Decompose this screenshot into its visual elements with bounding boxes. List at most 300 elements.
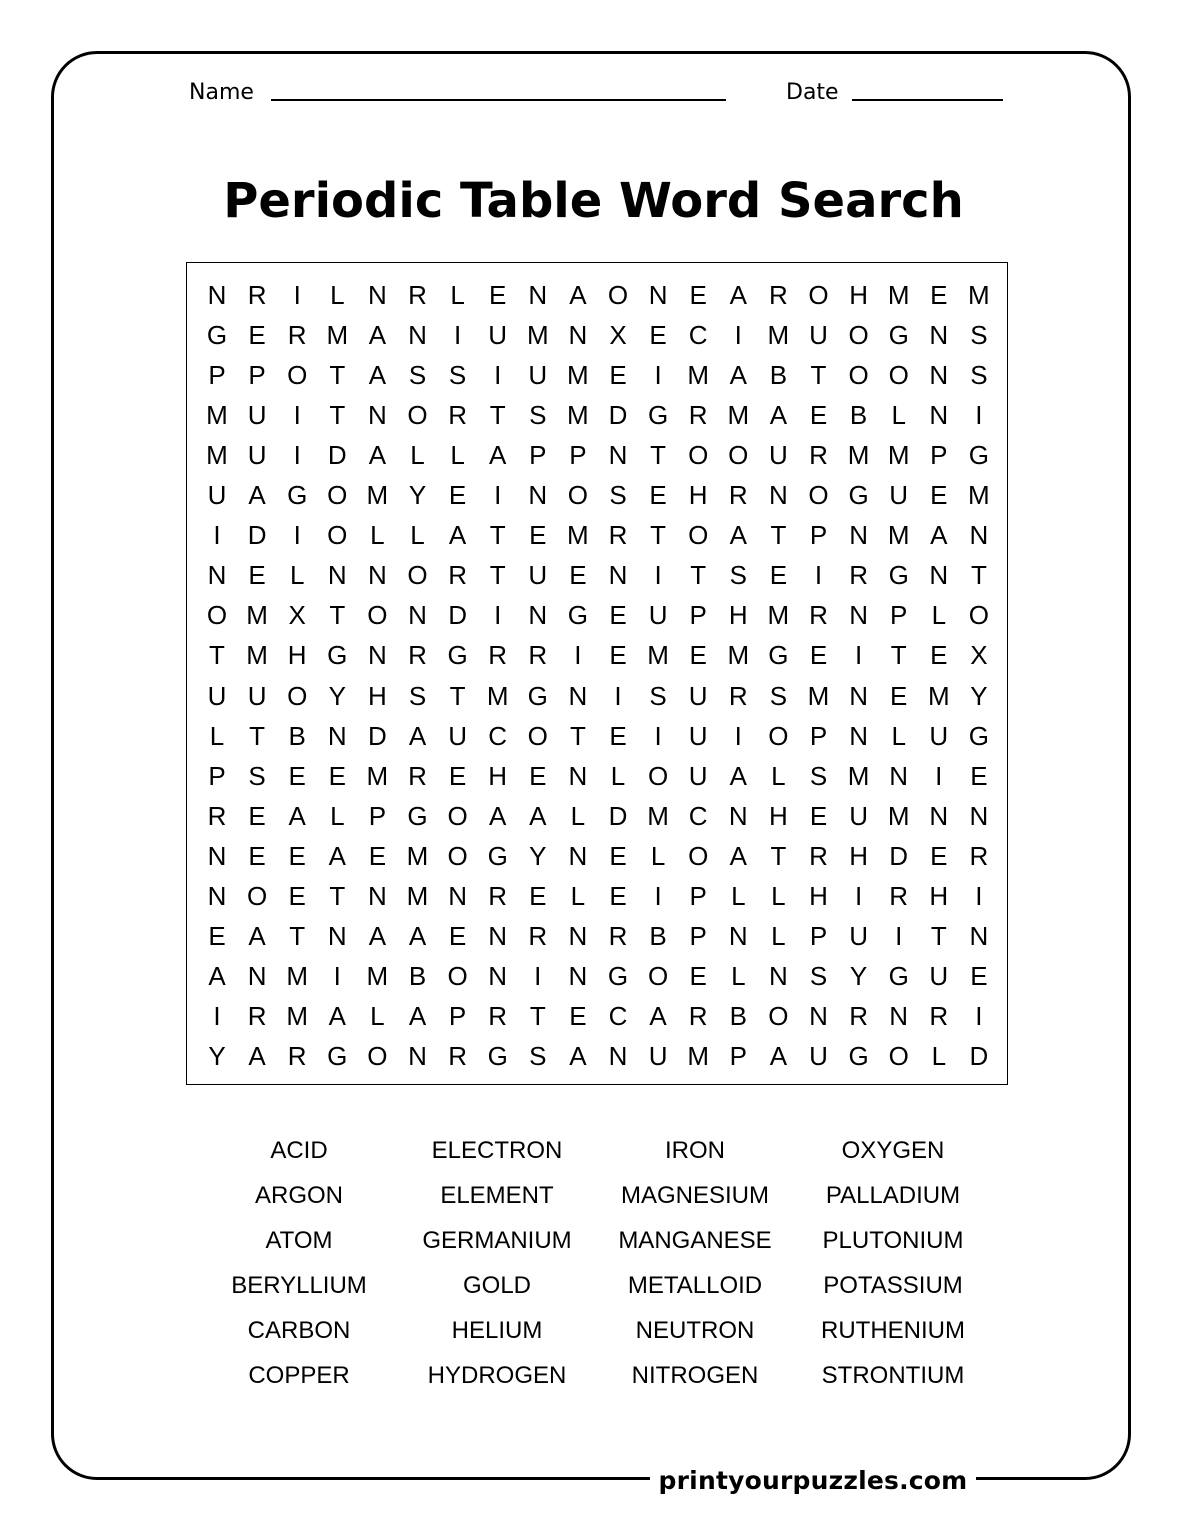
- grid-letter[interactable]: U: [528, 560, 548, 591]
- grid-letter[interactable]: A: [729, 520, 747, 551]
- grid-letter[interactable]: A: [368, 920, 387, 951]
- grid-letter[interactable]: Y: [970, 680, 988, 711]
- grid-letter[interactable]: R: [809, 600, 828, 631]
- grid-letter[interactable]: P: [809, 720, 828, 751]
- grid-letter[interactable]: I: [975, 400, 983, 431]
- grid-letter[interactable]: A: [368, 440, 387, 471]
- grid-letter[interactable]: T: [329, 360, 346, 391]
- grid-letter[interactable]: O: [607, 280, 629, 310]
- grid-letter[interactable]: R: [528, 920, 548, 951]
- grid-letter[interactable]: X: [288, 600, 306, 631]
- grid-letter[interactable]: U: [849, 800, 868, 831]
- name-field-line[interactable]: [271, 99, 726, 101]
- grid-letter[interactable]: T: [770, 840, 787, 871]
- grid-letter[interactable]: M: [968, 280, 990, 310]
- grid-letter[interactable]: R: [969, 840, 989, 871]
- grid-letter[interactable]: L: [450, 440, 465, 471]
- grid-letter[interactable]: X: [970, 640, 988, 671]
- grid-letter[interactable]: O: [407, 400, 428, 431]
- grid-letter[interactable]: E: [248, 320, 266, 351]
- grid-letter[interactable]: E: [529, 880, 547, 911]
- grid-letter[interactable]: S: [769, 680, 788, 711]
- grid-letter[interactable]: L: [650, 840, 666, 871]
- grid-letter[interactable]: C: [688, 800, 708, 831]
- grid-letter[interactable]: H: [929, 880, 949, 911]
- grid-letter[interactable]: A: [489, 440, 507, 471]
- grid-letter[interactable]: U: [769, 440, 788, 471]
- grid-letter[interactable]: N: [368, 560, 387, 591]
- grid-letter[interactable]: N: [809, 1000, 828, 1031]
- grid-letter[interactable]: L: [771, 920, 786, 951]
- grid-letter[interactable]: N: [568, 920, 588, 951]
- grid-letter[interactable]: M: [366, 960, 389, 991]
- grid-letter[interactable]: I: [654, 880, 662, 911]
- grid-letter[interactable]: E: [930, 480, 948, 511]
- grid-letter[interactable]: N: [969, 920, 989, 951]
- grid-letter[interactable]: N: [929, 560, 949, 591]
- grid-letter[interactable]: T: [329, 880, 346, 911]
- grid-letter[interactable]: N: [608, 440, 628, 471]
- grid-letter[interactable]: E: [448, 760, 467, 791]
- grid-letter[interactable]: O: [447, 960, 468, 991]
- date-field-line[interactable]: [852, 99, 1003, 101]
- grid-letter[interactable]: O: [287, 680, 308, 711]
- grid-letter[interactable]: G: [327, 1040, 348, 1071]
- grid-letter[interactable]: P: [890, 600, 908, 631]
- grid-letter[interactable]: M: [567, 400, 589, 431]
- grid-letter[interactable]: I: [293, 400, 301, 431]
- grid-letter[interactable]: M: [567, 360, 589, 391]
- grid-letter[interactable]: E: [609, 640, 627, 671]
- grid-letter[interactable]: G: [848, 1040, 869, 1071]
- grid-letter[interactable]: A: [569, 1040, 587, 1071]
- grid-letter[interactable]: M: [847, 440, 870, 471]
- grid-letter[interactable]: M: [887, 440, 910, 471]
- grid-letter[interactable]: I: [935, 760, 943, 791]
- grid-letter[interactable]: I: [453, 320, 462, 351]
- grid-letter[interactable]: I: [574, 640, 582, 671]
- grid-letter[interactable]: L: [209, 720, 225, 751]
- grid-letter[interactable]: N: [969, 520, 989, 551]
- grid-letter[interactable]: H: [769, 800, 788, 831]
- grid-letter[interactable]: U: [648, 1040, 668, 1071]
- grid-letter[interactable]: M: [767, 600, 790, 631]
- grid-letter[interactable]: M: [968, 480, 990, 511]
- grid-letter[interactable]: L: [450, 280, 465, 310]
- grid-letter[interactable]: A: [729, 840, 747, 871]
- grid-letter[interactable]: O: [367, 1040, 388, 1071]
- grid-letter[interactable]: L: [410, 520, 425, 551]
- grid-letter[interactable]: I: [494, 480, 502, 511]
- grid-letter[interactable]: P: [569, 440, 587, 471]
- grid-letter[interactable]: G: [567, 600, 588, 631]
- grid-letter[interactable]: R: [849, 1000, 868, 1031]
- grid-letter[interactable]: L: [731, 880, 746, 911]
- grid-letter[interactable]: N: [849, 680, 868, 711]
- grid-letter[interactable]: N: [608, 560, 628, 591]
- grid-letter[interactable]: M: [927, 680, 950, 711]
- grid-letter[interactable]: N: [889, 760, 909, 791]
- grid-letter[interactable]: T: [209, 640, 225, 671]
- grid-letter[interactable]: I: [814, 560, 823, 591]
- grid-letter[interactable]: I: [975, 880, 983, 911]
- grid-letter[interactable]: R: [688, 400, 708, 431]
- grid-letter[interactable]: E: [248, 840, 266, 871]
- grid-letter[interactable]: R: [448, 560, 467, 591]
- grid-letter[interactable]: S: [729, 560, 747, 591]
- grid-letter[interactable]: O: [287, 360, 308, 391]
- grid-letter[interactable]: T: [329, 600, 346, 631]
- grid-letter[interactable]: P: [930, 440, 948, 471]
- grid-letter[interactable]: N: [368, 400, 387, 431]
- grid-letter[interactable]: E: [288, 840, 306, 871]
- grid-letter[interactable]: R: [287, 1040, 307, 1071]
- grid-letter[interactable]: M: [286, 1000, 309, 1031]
- grid-letter[interactable]: B: [849, 400, 868, 431]
- grid-letter[interactable]: U: [688, 760, 708, 791]
- grid-letter[interactable]: A: [930, 520, 948, 551]
- grid-letter[interactable]: H: [728, 600, 748, 631]
- grid-letter[interactable]: M: [767, 320, 790, 351]
- grid-letter[interactable]: M: [727, 640, 750, 671]
- grid-letter[interactable]: E: [689, 280, 707, 310]
- grid-letter[interactable]: N: [568, 680, 588, 711]
- grid-letter[interactable]: D: [969, 1040, 989, 1071]
- grid-letter[interactable]: M: [847, 760, 870, 791]
- grid-letter[interactable]: N: [408, 1040, 427, 1071]
- grid-letter[interactable]: G: [968, 440, 989, 471]
- grid-letter[interactable]: O: [447, 840, 468, 871]
- grid-letter[interactable]: N: [207, 280, 227, 310]
- grid-letter[interactable]: P: [729, 1040, 747, 1071]
- grid-letter[interactable]: L: [570, 880, 586, 911]
- grid-letter[interactable]: I: [975, 1000, 983, 1031]
- grid-letter[interactable]: T: [970, 560, 987, 591]
- grid-letter[interactable]: L: [931, 1040, 947, 1071]
- grid-letter[interactable]: P: [248, 360, 266, 391]
- grid-letter[interactable]: D: [247, 520, 267, 551]
- grid-letter[interactable]: S: [970, 360, 988, 391]
- grid-letter[interactable]: N: [608, 1040, 628, 1071]
- grid-letter[interactable]: C: [608, 1000, 628, 1031]
- grid-letter[interactable]: M: [807, 680, 830, 711]
- grid-letter[interactable]: U: [247, 680, 267, 711]
- grid-letter[interactable]: M: [246, 600, 268, 631]
- grid-letter[interactable]: O: [728, 440, 749, 471]
- grid-letter[interactable]: E: [890, 680, 908, 711]
- grid-letter[interactable]: M: [887, 520, 910, 551]
- grid-letter[interactable]: A: [729, 360, 747, 391]
- grid-letter[interactable]: D: [368, 720, 387, 751]
- grid-letter[interactable]: T: [810, 360, 827, 391]
- grid-letter[interactable]: R: [769, 280, 788, 310]
- grid-letter[interactable]: E: [769, 560, 788, 591]
- grid-letter[interactable]: M: [887, 800, 910, 831]
- grid-letter[interactable]: P: [368, 800, 387, 831]
- grid-letter[interactable]: S: [448, 360, 467, 391]
- grid-letter[interactable]: E: [649, 480, 667, 511]
- grid-letter[interactable]: P: [689, 880, 707, 911]
- grid-letter[interactable]: U: [929, 720, 949, 751]
- grid-letter[interactable]: A: [248, 480, 266, 511]
- grid-letter[interactable]: N: [368, 640, 387, 671]
- grid-letter[interactable]: E: [930, 640, 948, 671]
- grid-letter[interactable]: L: [610, 760, 626, 791]
- grid-letter[interactable]: B: [288, 720, 306, 751]
- grid-letter[interactable]: T: [890, 640, 907, 671]
- grid-letter[interactable]: E: [809, 400, 828, 431]
- grid-letter[interactable]: H: [488, 760, 508, 791]
- grid-letter[interactable]: N: [889, 1000, 909, 1031]
- grid-letter[interactable]: L: [891, 720, 906, 751]
- grid-letter[interactable]: L: [330, 800, 345, 831]
- grid-letter[interactable]: S: [809, 760, 828, 791]
- grid-letter[interactable]: E: [288, 760, 306, 791]
- grid-letter[interactable]: R: [608, 920, 628, 951]
- grid-letter[interactable]: I: [734, 720, 742, 751]
- grid-letter[interactable]: O: [768, 1000, 789, 1031]
- grid-letter[interactable]: P: [809, 520, 828, 551]
- grid-letter[interactable]: D: [448, 600, 467, 631]
- grid-letter[interactable]: A: [769, 400, 788, 431]
- grid-letter[interactable]: R: [488, 880, 508, 911]
- grid-letter[interactable]: M: [647, 640, 669, 671]
- grid-letter[interactable]: O: [327, 480, 348, 511]
- grid-letter[interactable]: P: [529, 440, 547, 471]
- grid-letter[interactable]: R: [207, 800, 227, 831]
- grid-letter[interactable]: A: [408, 920, 427, 951]
- grid-letter[interactable]: D: [608, 800, 628, 831]
- grid-letter[interactable]: C: [488, 720, 508, 751]
- grid-letter[interactable]: L: [330, 280, 345, 310]
- grid-letter[interactable]: G: [206, 320, 228, 351]
- grid-letter[interactable]: O: [407, 560, 428, 591]
- grid-letter[interactable]: U: [809, 320, 828, 351]
- grid-letter[interactable]: L: [570, 800, 586, 831]
- grid-letter[interactable]: A: [408, 720, 427, 751]
- grid-letter[interactable]: E: [609, 880, 627, 911]
- grid-letter[interactable]: O: [647, 960, 669, 991]
- grid-letter[interactable]: M: [326, 320, 349, 351]
- grid-letter[interactable]: R: [408, 760, 427, 791]
- grid-letter[interactable]: O: [367, 600, 388, 631]
- grid-letter[interactable]: I: [534, 960, 542, 991]
- grid-letter[interactable]: H: [809, 880, 828, 911]
- grid-letter[interactable]: R: [849, 560, 868, 591]
- grid-letter[interactable]: E: [930, 840, 948, 871]
- grid-letter[interactable]: X: [609, 320, 627, 351]
- grid-letter[interactable]: R: [247, 280, 267, 310]
- grid-letter[interactable]: G: [287, 480, 308, 511]
- grid-letter[interactable]: G: [407, 800, 428, 831]
- grid-letter[interactable]: E: [609, 840, 627, 871]
- grid-letter[interactable]: N: [849, 720, 868, 751]
- grid-letter[interactable]: P: [448, 1000, 467, 1031]
- grid-letter[interactable]: T: [529, 1000, 546, 1031]
- grid-letter[interactable]: A: [729, 760, 747, 791]
- grid-letter[interactable]: O: [447, 800, 468, 831]
- grid-letter[interactable]: E: [809, 800, 828, 831]
- grid-letter[interactable]: P: [208, 760, 226, 791]
- grid-letter[interactable]: N: [528, 280, 548, 310]
- grid-letter[interactable]: M: [366, 760, 389, 791]
- grid-letter[interactable]: U: [849, 920, 868, 951]
- grid-letter[interactable]: Y: [408, 480, 427, 511]
- grid-letter[interactable]: N: [849, 520, 868, 551]
- grid-letter[interactable]: N: [368, 280, 387, 310]
- grid-letter[interactable]: E: [649, 320, 667, 351]
- grid-letter[interactable]: M: [406, 880, 429, 911]
- grid-letter[interactable]: L: [771, 760, 786, 791]
- grid-letter[interactable]: M: [687, 360, 710, 391]
- grid-letter[interactable]: N: [247, 960, 267, 991]
- grid-letter[interactable]: D: [608, 400, 628, 431]
- grid-letter[interactable]: M: [647, 800, 669, 831]
- grid-letter[interactable]: M: [366, 480, 389, 511]
- grid-letter[interactable]: I: [494, 600, 502, 631]
- grid-letter[interactable]: P: [689, 920, 707, 951]
- grid-letter[interactable]: T: [650, 520, 667, 551]
- grid-letter[interactable]: U: [688, 680, 708, 711]
- grid-letter[interactable]: M: [567, 520, 589, 551]
- grid-letter[interactable]: E: [930, 280, 948, 310]
- grid-letter[interactable]: O: [968, 600, 989, 631]
- grid-letter[interactable]: I: [293, 440, 301, 471]
- grid-letter[interactable]: O: [888, 360, 909, 391]
- grid-letter[interactable]: I: [654, 560, 662, 591]
- grid-letter[interactable]: U: [929, 960, 949, 991]
- grid-letter[interactable]: N: [929, 360, 949, 391]
- grid-letter[interactable]: G: [527, 680, 548, 711]
- grid-letter[interactable]: O: [688, 440, 709, 471]
- grid-letter[interactable]: I: [614, 680, 622, 711]
- grid-letter[interactable]: H: [688, 480, 708, 511]
- grid-letter[interactable]: R: [528, 640, 548, 671]
- grid-letter[interactable]: N: [327, 920, 347, 951]
- grid-letter[interactable]: R: [728, 480, 748, 511]
- grid-letter[interactable]: O: [567, 480, 588, 511]
- grid-letter[interactable]: T: [650, 440, 667, 471]
- grid-letter[interactable]: G: [768, 640, 789, 671]
- grid-letter[interactable]: B: [649, 920, 667, 951]
- grid-letter[interactable]: A: [248, 1040, 266, 1071]
- grid-letter[interactable]: A: [368, 360, 387, 391]
- grid-letter[interactable]: N: [728, 800, 748, 831]
- grid-letter[interactable]: H: [849, 840, 868, 871]
- grid-letter[interactable]: U: [448, 720, 467, 751]
- grid-letter[interactable]: E: [448, 480, 467, 511]
- grid-letter[interactable]: M: [526, 320, 549, 351]
- grid-letter[interactable]: I: [654, 720, 662, 751]
- grid-letter[interactable]: G: [327, 640, 348, 671]
- grid-letter[interactable]: A: [649, 1000, 667, 1031]
- grid-letter[interactable]: T: [489, 520, 506, 551]
- grid-letter[interactable]: A: [769, 1040, 788, 1071]
- grid-letter[interactable]: T: [329, 400, 346, 431]
- grid-letter[interactable]: U: [889, 480, 909, 511]
- grid-letter[interactable]: L: [370, 520, 385, 551]
- grid-letter[interactable]: U: [207, 680, 227, 711]
- grid-letter[interactable]: E: [288, 880, 306, 911]
- grid-letter[interactable]: N: [929, 320, 949, 351]
- grid-letter[interactable]: U: [528, 360, 548, 391]
- grid-letter[interactable]: R: [488, 1000, 508, 1031]
- grid-letter[interactable]: O: [246, 880, 268, 911]
- grid-letter[interactable]: U: [247, 440, 267, 471]
- grid-letter[interactable]: R: [408, 280, 427, 310]
- grid-letter[interactable]: R: [728, 680, 748, 711]
- grid-letter[interactable]: A: [489, 800, 507, 831]
- grid-letter[interactable]: E: [609, 360, 627, 391]
- grid-letter[interactable]: I: [854, 640, 863, 671]
- grid-letter[interactable]: O: [527, 720, 548, 751]
- grid-letter[interactable]: S: [609, 480, 627, 511]
- grid-letter[interactable]: P: [689, 600, 707, 631]
- grid-letter[interactable]: M: [206, 440, 228, 471]
- grid-letter[interactable]: E: [489, 280, 507, 310]
- grid-letter[interactable]: E: [248, 560, 266, 591]
- grid-letter[interactable]: A: [328, 1000, 346, 1031]
- grid-letter[interactable]: S: [248, 760, 266, 791]
- grid-letter[interactable]: U: [648, 600, 668, 631]
- grid-letter[interactable]: S: [529, 1040, 547, 1071]
- grid-letter[interactable]: T: [690, 560, 707, 591]
- grid-letter[interactable]: A: [448, 520, 467, 551]
- grid-letter[interactable]: A: [248, 920, 266, 951]
- grid-letter[interactable]: S: [408, 680, 427, 711]
- grid-letter[interactable]: B: [729, 1000, 747, 1031]
- grid-letter[interactable]: D: [327, 440, 347, 471]
- grid-letter[interactable]: A: [208, 960, 226, 991]
- grid-letter[interactable]: D: [889, 840, 909, 871]
- grid-letter[interactable]: N: [207, 840, 227, 871]
- grid-letter[interactable]: A: [529, 800, 547, 831]
- grid-letter[interactable]: E: [569, 560, 587, 591]
- grid-letter[interactable]: U: [688, 720, 708, 751]
- grid-letter[interactable]: M: [406, 840, 429, 871]
- grid-letter[interactable]: E: [689, 640, 707, 671]
- grid-letter[interactable]: E: [609, 600, 627, 631]
- grid-letter[interactable]: R: [929, 1000, 949, 1031]
- grid-letter[interactable]: I: [293, 520, 301, 551]
- grid-letter[interactable]: O: [688, 840, 709, 871]
- grid-letter[interactable]: L: [410, 440, 425, 471]
- grid-letter[interactable]: G: [888, 560, 909, 591]
- grid-letter[interactable]: N: [327, 560, 347, 591]
- grid-letter[interactable]: N: [728, 920, 748, 951]
- grid-letter[interactable]: N: [648, 280, 668, 310]
- grid-letter[interactable]: L: [289, 560, 305, 591]
- grid-letter[interactable]: O: [327, 520, 348, 551]
- grid-letter[interactable]: E: [809, 640, 828, 671]
- grid-letter[interactable]: I: [213, 1000, 221, 1031]
- grid-letter[interactable]: A: [569, 280, 587, 310]
- grid-letter[interactable]: N: [769, 960, 788, 991]
- grid-letter[interactable]: G: [447, 640, 468, 671]
- grid-letter[interactable]: N: [769, 480, 788, 511]
- grid-letter[interactable]: A: [328, 840, 346, 871]
- grid-letter[interactable]: N: [368, 880, 387, 911]
- grid-letter[interactable]: B: [769, 360, 788, 391]
- grid-letter[interactable]: T: [249, 720, 266, 751]
- grid-letter[interactable]: N: [929, 400, 949, 431]
- grid-letter[interactable]: N: [408, 320, 427, 351]
- grid-letter[interactable]: T: [770, 520, 787, 551]
- grid-letter[interactable]: R: [688, 1000, 708, 1031]
- grid-letter[interactable]: I: [854, 880, 863, 911]
- grid-letter[interactable]: O: [848, 320, 869, 351]
- grid-letter[interactable]: N: [207, 560, 227, 591]
